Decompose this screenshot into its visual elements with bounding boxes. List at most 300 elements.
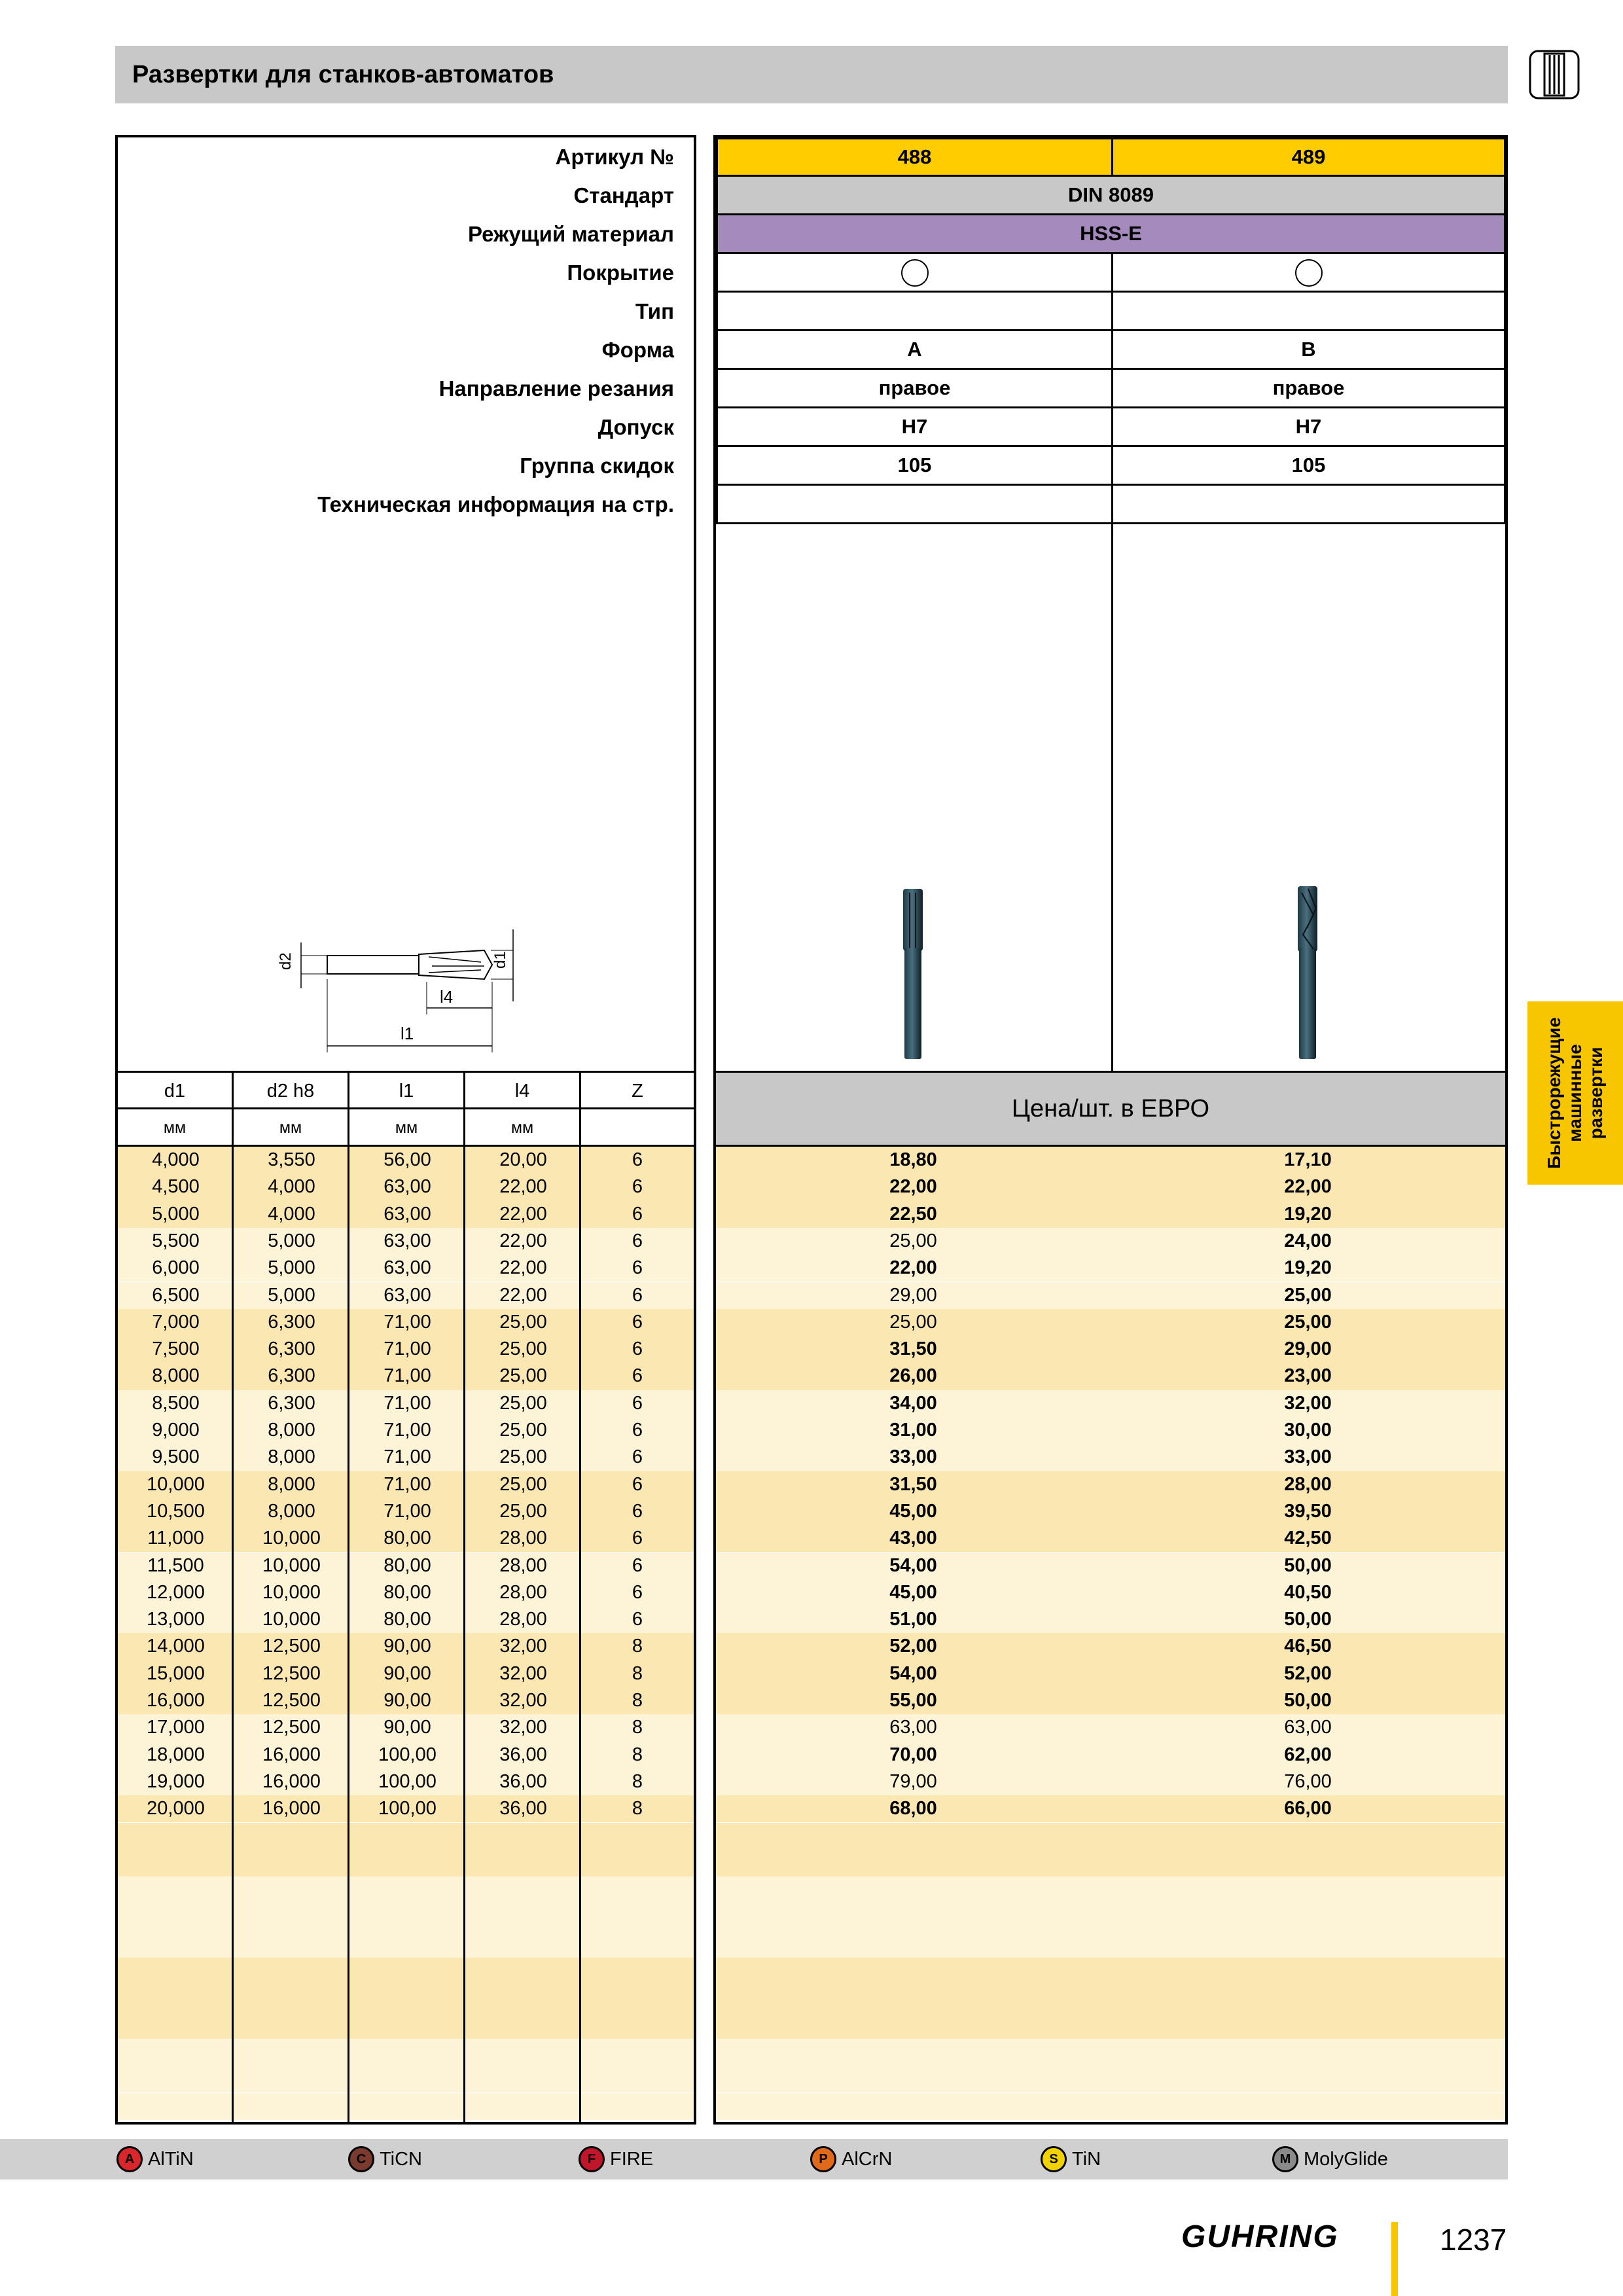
coating-name: TiCN (380, 2148, 422, 2170)
table-cell: 12,500 (262, 1690, 321, 1711)
table-cell: 5,000 (268, 1284, 315, 1306)
table-cell: 90,00 (383, 1662, 431, 1684)
price-488: 45,00 (889, 1500, 937, 1522)
price-row (716, 1714, 1505, 1741)
table-row (118, 1417, 694, 1444)
price-488: 51,00 (889, 1609, 937, 1630)
table-cell: 71,00 (383, 1392, 431, 1414)
coating-ticn-icon (348, 2146, 374, 2172)
table-cell: 19,000 (147, 1770, 205, 1792)
table-row (118, 1633, 694, 1660)
table-cell: 8 (632, 1662, 643, 1684)
price-row (716, 1336, 1505, 1363)
price-488: 18,80 (889, 1149, 937, 1170)
table-cell: 10,000 (262, 1554, 321, 1576)
table-cell: 25,00 (499, 1420, 547, 1441)
table-cell: 5,500 (152, 1230, 200, 1251)
table-cell: 6 (632, 1473, 643, 1495)
column-header: Z (581, 1071, 694, 1109)
spec-label: Группа скидок (520, 454, 674, 478)
coating-cell-488 (716, 252, 1113, 293)
table-cell: 6 (632, 1446, 643, 1468)
table-cell: 32,00 (499, 1636, 547, 1657)
table-cell: 20,000 (147, 1798, 205, 1820)
table-cell: 4,000 (268, 1176, 315, 1198)
table-row (118, 2039, 694, 2066)
table-cell: 25,00 (499, 1311, 547, 1333)
price-488: 25,00 (889, 1311, 937, 1333)
price-489: 39,50 (1284, 1500, 1332, 1522)
column-header: d1 (118, 1071, 234, 1109)
article-488: 488 (716, 137, 1113, 177)
column-header: l4 (465, 1071, 581, 1109)
table-cell: 6,000 (152, 1257, 200, 1279)
table-cell: 14,000 (147, 1636, 205, 1657)
price-489: 19,20 (1284, 1203, 1332, 1225)
price-row (716, 1876, 1505, 1903)
price-row (716, 1417, 1505, 1444)
reamer-dimension-drawing (262, 916, 556, 1054)
table-cell: 8,000 (268, 1473, 315, 1495)
uncoated-circle-icon (1295, 259, 1323, 287)
table-cell: 63,00 (383, 1284, 431, 1306)
table-cell: 5,000 (268, 1230, 315, 1251)
price-row (716, 1444, 1505, 1471)
page-number: 1237 (1440, 2223, 1507, 2257)
table-cell: 7,500 (152, 1338, 200, 1360)
table-cell: 15,000 (147, 1662, 205, 1684)
table-cell: 17,000 (147, 1717, 205, 1738)
table-cell: 6 (632, 1149, 643, 1170)
table-cell: 8,000 (268, 1446, 315, 1468)
price-489: 25,00 (1284, 1284, 1332, 1306)
spec-label: Направление резания (438, 376, 674, 401)
table-cell: 6 (632, 1609, 643, 1630)
table-cell: 4,500 (152, 1176, 200, 1198)
table-cell: 25,00 (499, 1365, 547, 1387)
price-row (716, 1363, 1505, 1390)
column-divider (579, 1147, 581, 2125)
table-row (118, 1471, 694, 1498)
table-row (118, 1552, 694, 1579)
table-cell: 12,500 (262, 1717, 321, 1738)
table-cell: 6 (632, 1581, 643, 1603)
brand-divider (1391, 2222, 1398, 2296)
price-489: 63,00 (1284, 1717, 1332, 1738)
spec-label: Техническая информация на стр. (317, 492, 674, 516)
table-cell: 3,550 (268, 1149, 315, 1170)
table-cell: 6,500 (152, 1284, 200, 1306)
price-488: 54,00 (889, 1662, 937, 1684)
price-488: 45,00 (889, 1581, 937, 1603)
coating-legend-bar (0, 2139, 1508, 2179)
dimension-table (115, 1071, 696, 2125)
price-row (716, 2039, 1505, 2066)
table-cell: 63,00 (383, 1203, 431, 1225)
uncoated-circle-icon (901, 259, 929, 287)
table-cell: 6 (632, 1420, 643, 1441)
table-cell: 80,00 (383, 1581, 431, 1603)
table-cell: 11,000 (147, 1528, 204, 1549)
coating-legend-item (1041, 2145, 1101, 2173)
price-489: 17,10 (1284, 1149, 1332, 1170)
table-row (118, 1309, 694, 1336)
table-cell: 80,00 (383, 1554, 431, 1576)
material-cell: HSS-E (716, 213, 1506, 254)
table-cell: 4,000 (268, 1203, 315, 1225)
table-cell: 56,00 (383, 1149, 431, 1170)
table-cell: 6 (632, 1554, 643, 1576)
standard-cell: DIN 8089 (716, 175, 1506, 215)
price-489: 50,00 (1284, 1554, 1332, 1576)
spec-label: Режущий материал (467, 222, 674, 246)
table-row (118, 1579, 694, 1606)
table-cell: 16,000 (262, 1798, 321, 1820)
brand-logo: GUHRING (1181, 2219, 1339, 2254)
table-row (118, 1498, 694, 1525)
table-cell: 63,00 (383, 1176, 431, 1198)
table-cell: 5,000 (152, 1203, 200, 1225)
price-row (716, 1174, 1505, 1200)
table-cell: 12,000 (147, 1581, 205, 1603)
price-489: 50,00 (1284, 1690, 1332, 1711)
price-row (716, 1633, 1505, 1660)
table-row (118, 1255, 694, 1282)
price-row (716, 1498, 1505, 1525)
table-cell: 16,000 (262, 1744, 321, 1765)
price-488: 29,00 (889, 1284, 937, 1306)
spec-label: Допуск (597, 415, 674, 439)
table-cell: 25,00 (499, 1500, 547, 1522)
column-divider (463, 1147, 465, 2125)
type-cell-489 (1111, 291, 1506, 331)
table-cell: 71,00 (383, 1338, 431, 1360)
table-cell: 8 (632, 1636, 643, 1657)
techinfo-cell-489 (1111, 484, 1506, 524)
table-cell: 6 (632, 1257, 643, 1279)
table-cell: 90,00 (383, 1690, 431, 1711)
coating-altin-icon (116, 2146, 143, 2172)
type-cell-488 (716, 291, 1113, 331)
table-cell: 28,00 (499, 1528, 547, 1549)
price-489: 76,00 (1284, 1770, 1332, 1792)
article-header-panel (713, 135, 1508, 1071)
table-row (118, 2066, 694, 2092)
coating-letter: M (1279, 2151, 1291, 2166)
table-cell: 6 (632, 1176, 643, 1198)
table-row (118, 1606, 694, 1633)
coating-legend-item (579, 2145, 653, 2173)
table-cell: 22,00 (499, 1230, 547, 1251)
table-cell: 28,00 (499, 1609, 547, 1630)
form-cell-488: A (716, 329, 1113, 370)
product-image-488 (716, 522, 1113, 1073)
table-cell: 6,300 (268, 1338, 315, 1360)
d1-label: d1 (491, 951, 509, 969)
coating-name: FIRE (610, 2148, 654, 2170)
table-cell: 36,00 (499, 1744, 547, 1765)
price-488: 22,00 (889, 1176, 937, 1198)
table-row (118, 1336, 694, 1363)
price-row (716, 1768, 1505, 1795)
column-divider (348, 1147, 349, 2125)
table-cell: 25,00 (499, 1446, 547, 1468)
table-cell: 25,00 (499, 1338, 547, 1360)
table-cell: 10,500 (147, 1500, 205, 1522)
price-488: 34,00 (889, 1392, 937, 1414)
table-cell: 22,00 (499, 1284, 547, 1306)
table-row (118, 1714, 694, 1741)
table-cell: 63,00 (383, 1230, 431, 1251)
price-row (716, 1823, 1505, 1850)
price-row (716, 1579, 1505, 1606)
price-489: 32,00 (1284, 1392, 1332, 1414)
table-cell: 6 (632, 1365, 643, 1387)
table-row (118, 1768, 694, 1795)
price-row (716, 1147, 1505, 1174)
price-489: 52,00 (1284, 1662, 1332, 1684)
coating-tin-icon (1041, 2146, 1067, 2172)
coating-cell-489 (1111, 252, 1506, 293)
article-489: 489 (1111, 137, 1506, 177)
price-488: 55,00 (889, 1690, 937, 1711)
table-cell: 32,00 (499, 1717, 547, 1738)
table-cell: 13,000 (147, 1609, 205, 1630)
table-cell: 32,00 (499, 1662, 547, 1684)
table-cell: 63,00 (383, 1257, 431, 1279)
price-row (716, 2012, 1505, 2039)
table-cell: 8 (632, 1798, 643, 1820)
coating-molyglide-icon (1272, 2146, 1298, 2172)
coating-alcrn-icon (810, 2146, 836, 2172)
title-bar (115, 46, 1508, 103)
table-cell: 8,000 (268, 1420, 315, 1441)
reamer-category-icon (1525, 46, 1584, 103)
price-row (716, 1958, 1505, 1984)
table-cell: 11,500 (147, 1554, 204, 1576)
table-cell: 12,500 (262, 1662, 321, 1684)
table-cell: 71,00 (383, 1365, 431, 1387)
coating-name: AlCrN (842, 2148, 893, 2170)
table-cell: 100,00 (378, 1798, 437, 1820)
table-cell: 32,00 (499, 1690, 547, 1711)
price-row (716, 1660, 1505, 1687)
table-row (118, 1795, 694, 1822)
column-divider (232, 1147, 234, 2125)
price-488: 52,00 (889, 1636, 937, 1657)
table-cell: 80,00 (383, 1609, 431, 1630)
price-row (716, 1525, 1505, 1552)
coating-name: TiN (1072, 2148, 1101, 2170)
table-cell: 22,00 (499, 1257, 547, 1279)
table-row (118, 1850, 694, 1876)
direction-cell-489: правое (1111, 368, 1506, 408)
table-cell: 80,00 (383, 1528, 431, 1549)
tolerance-cell-489: H7 (1111, 406, 1506, 447)
table-cell: 22,00 (499, 1176, 547, 1198)
table-row (118, 1363, 694, 1390)
price-row (716, 2093, 1505, 2120)
coating-name: MolyGlide (1304, 2148, 1388, 2170)
price-488: 22,50 (889, 1203, 937, 1225)
unit-header (581, 1109, 694, 1147)
price-488: 31,50 (889, 1338, 937, 1360)
price-row (716, 1390, 1505, 1417)
price-488: 68,00 (889, 1798, 937, 1820)
price-row (716, 1742, 1505, 1768)
table-cell: 71,00 (383, 1311, 431, 1333)
product-image-489 (1113, 522, 1506, 1073)
table-cell: 9,000 (152, 1420, 200, 1441)
table-cell: 28,00 (499, 1581, 547, 1603)
table-cell: 20,00 (499, 1149, 547, 1170)
price-row (716, 1606, 1505, 1633)
table-cell: 6,300 (268, 1392, 315, 1414)
form-cell-489: B (1111, 329, 1506, 370)
table-cell: 71,00 (383, 1420, 431, 1441)
price-header (716, 1071, 1505, 1147)
spec-label: Покрытие (567, 260, 674, 285)
table-cell: 8 (632, 1770, 643, 1792)
discount-cell-489: 105 (1111, 445, 1506, 486)
price-488: 25,00 (889, 1230, 937, 1251)
price-header-text: Цена/шт. в ЕВРО (1011, 1094, 1210, 1122)
table-cell: 71,00 (383, 1500, 431, 1522)
price-488: 31,50 (889, 1473, 937, 1495)
side-tab-line-1: Быстрорежущие (1544, 1017, 1564, 1169)
table-cell: 10,000 (262, 1609, 321, 1630)
price-488: 63,00 (889, 1717, 937, 1738)
table-cell: 8 (632, 1744, 643, 1765)
table-row (118, 1687, 694, 1714)
price-row (716, 1255, 1505, 1282)
direction-cell-488: правое (716, 368, 1113, 408)
table-cell: 5,000 (268, 1257, 315, 1279)
price-488: 26,00 (889, 1365, 937, 1387)
price-row (716, 1795, 1505, 1822)
table-cell: 6,300 (268, 1311, 315, 1333)
table-row (118, 1931, 694, 1958)
price-489: 22,00 (1284, 1176, 1332, 1198)
price-489: 40,50 (1284, 1581, 1332, 1603)
table-cell: 16,000 (262, 1770, 321, 1792)
table-row (118, 1201, 694, 1228)
price-row (716, 1471, 1505, 1498)
price-row (716, 1228, 1505, 1255)
price-488: 54,00 (889, 1554, 937, 1576)
spec-label-panel (115, 135, 696, 1071)
coating-letter: F (587, 2151, 596, 2166)
price-489: 28,00 (1284, 1473, 1332, 1495)
table-cell: 6 (632, 1203, 643, 1225)
price-488: 70,00 (889, 1744, 937, 1765)
table-row (118, 1525, 694, 1552)
table-cell: 10,000 (262, 1528, 321, 1549)
price-489: 42,50 (1284, 1528, 1332, 1549)
spec-label: Тип (635, 299, 674, 323)
table-cell: 25,00 (499, 1473, 547, 1495)
table-row (118, 1903, 694, 1930)
price-row (716, 2066, 1505, 2092)
price-489: 50,00 (1284, 1609, 1332, 1630)
table-cell: 12,500 (262, 1636, 321, 1657)
table-cell: 8 (632, 1690, 643, 1711)
table-cell: 10,000 (147, 1473, 205, 1495)
table-row (118, 1228, 694, 1255)
table-row (118, 1147, 694, 1174)
table-cell: 6 (632, 1528, 643, 1549)
table-cell: 18,000 (147, 1744, 205, 1765)
table-cell: 6 (632, 1500, 643, 1522)
table-cell: 8,000 (152, 1365, 200, 1387)
table-cell: 6 (632, 1311, 643, 1333)
side-tab-line-2: машинные (1565, 1044, 1585, 1142)
price-row (716, 1687, 1505, 1714)
l1-label: l1 (401, 1024, 414, 1043)
price-489: 62,00 (1284, 1744, 1332, 1765)
table-cell: 6 (632, 1284, 643, 1306)
unit-header: мм (234, 1109, 349, 1147)
price-488: 31,00 (889, 1420, 937, 1441)
unit-header: мм (349, 1109, 465, 1147)
discount-cell-488: 105 (716, 445, 1113, 486)
table-cell: 8,000 (268, 1500, 315, 1522)
side-tab-line-3: развертки (1586, 1047, 1606, 1139)
price-488: 22,00 (889, 1257, 937, 1279)
coating-legend-item (810, 2145, 892, 2173)
coating-letter: A (124, 2151, 135, 2166)
table-cell: 28,00 (499, 1554, 547, 1576)
table-row (118, 1984, 694, 2011)
coating-fire-icon (579, 2146, 605, 2172)
column-header: l1 (349, 1071, 465, 1109)
table-cell: 90,00 (383, 1636, 431, 1657)
price-row (716, 1282, 1505, 1309)
table-cell: 22,00 (499, 1203, 547, 1225)
spec-label: Форма (601, 338, 674, 362)
table-cell: 6 (632, 1392, 643, 1414)
table-cell: 36,00 (499, 1770, 547, 1792)
coating-legend-item (116, 2145, 194, 2173)
table-cell: 90,00 (383, 1717, 431, 1738)
coating-legend-item (348, 2145, 422, 2173)
price-488: 79,00 (889, 1770, 937, 1792)
techinfo-cell-488 (716, 484, 1113, 524)
table-cell: 16,000 (147, 1690, 205, 1711)
table-row (118, 2012, 694, 2039)
table-cell: 7,000 (152, 1311, 200, 1333)
table-cell: 100,00 (378, 1770, 437, 1792)
coating-letter: C (356, 2151, 366, 2166)
price-row (716, 1309, 1505, 1336)
table-cell: 100,00 (378, 1744, 437, 1765)
column-header: d2 h8 (234, 1071, 349, 1109)
table-cell: 25,00 (499, 1392, 547, 1414)
price-488: 43,00 (889, 1528, 937, 1549)
coating-letter: S (1049, 2151, 1058, 2166)
price-row (716, 1931, 1505, 1958)
category-side-tab[interactable] (1527, 1001, 1623, 1185)
price-489: 46,50 (1284, 1636, 1332, 1657)
table-cell: 36,00 (499, 1798, 547, 1820)
table-cell: 6 (632, 1230, 643, 1251)
table-cell: 6 (632, 1338, 643, 1360)
price-489: 29,00 (1284, 1338, 1332, 1360)
spec-label: Артикул № (555, 145, 674, 169)
spec-label: Стандарт (573, 183, 674, 207)
unit-header: мм (118, 1109, 234, 1147)
table-row (118, 1282, 694, 1309)
